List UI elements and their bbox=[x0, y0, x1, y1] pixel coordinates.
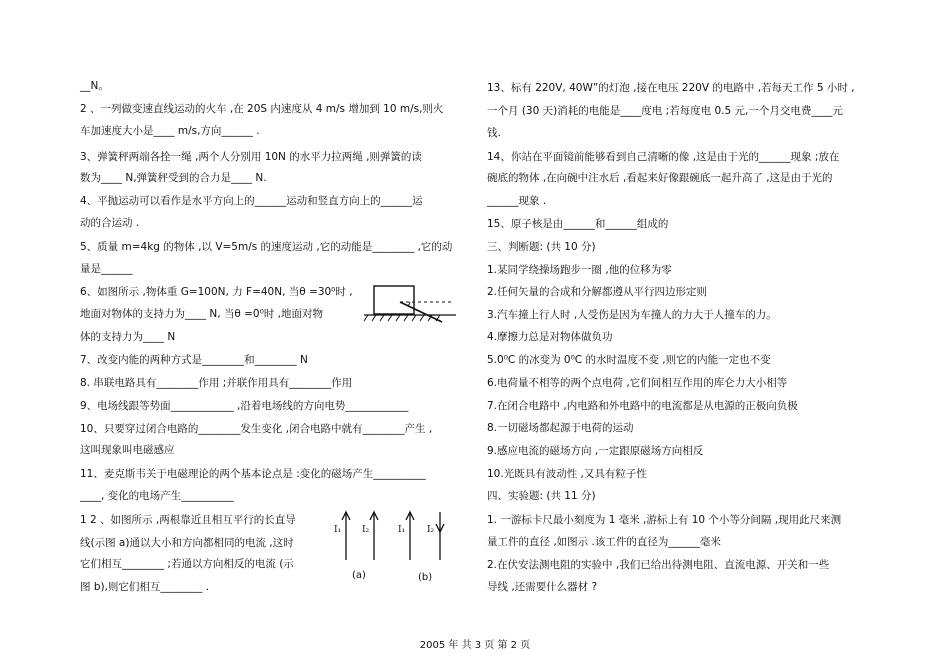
text-line: 2 、一列做变速直线运动的火车 ,在 20S 内速度从 4 m/s 增加到 10 m/s,则火 bbox=[80, 103, 444, 115]
text-line: 9.感应电流的磁场方向 ,一定跟原磁场方向相反 bbox=[487, 445, 704, 457]
wire-label: I₁ bbox=[334, 525, 342, 535]
text-line: 2.在伏安法测电阻的实验中 ,我们已给出待测电阻、直流电源、开关和一些 bbox=[487, 559, 830, 571]
text-line: 数为____ N,弹簧秤受到的合力是____ N. bbox=[80, 172, 267, 184]
text-line: 四、实验题: (共 11 分) bbox=[487, 490, 596, 502]
page-footer: 2005 年 共 3 页 第 2 页 bbox=[419, 640, 531, 651]
text-line: 体的支持力为____ N bbox=[80, 331, 176, 343]
text-line: 量是______ bbox=[80, 263, 133, 275]
text-line: 地面对物体的支持力为____ N, 当θ =0⁰时 ,地面对物 bbox=[80, 308, 323, 320]
text-line: 10、只要穿过闭合电路的________发生变化 ,闭合电路中就有________产生 , bbox=[80, 423, 433, 435]
text-line: 4、平抛运动可以看作是水平方向上的______运动和竖直方向上的______运 bbox=[80, 195, 423, 207]
text-line: ____, 变化的电场产生__________ bbox=[80, 490, 234, 502]
wire-label: I₂ bbox=[427, 525, 435, 535]
text-line: 碗底的物体 ,在向碗中注水后 ,看起来好像跟碗底一起升高了 ,这是由于光的 bbox=[487, 172, 833, 184]
figure-caption-b: (b) bbox=[418, 572, 433, 583]
text-line: 1.某同学绕操场跑步一圈 ,他的位移为零 bbox=[487, 264, 672, 276]
text-line: 4.摩擦力总是对物体做负功 bbox=[487, 331, 613, 343]
text-line: 2.任何矢量的合成和分解都遵从平行四边形定则 bbox=[487, 286, 708, 298]
text-line: 导线 ,还需要什么器材 ? bbox=[487, 581, 598, 593]
text-line: 5、质量 m=4kg 的物体 ,以 V=5m/s 的速度运动 ,它的动能是________ ,它的动 bbox=[80, 241, 453, 253]
text-line: 7、改变内能的两种方式是________和________ N bbox=[80, 354, 308, 366]
text-line: 图 b),则它们相互________ . bbox=[80, 581, 210, 593]
text-line: 它们相互________ ;若通以方向相反的电流 (示 bbox=[80, 558, 294, 570]
text-line: 8. 串联电路具有________作用 ;并联作用具有________作用 bbox=[80, 377, 353, 389]
text-line: 3、弹簧秤两端各拴一绳 ,两个人分别用 10N 的水平力拉两绳 ,则弹簧的读 bbox=[80, 151, 422, 163]
text-line: 7.在闭合电路中 ,内电路和外电路中的电流都是从电源的正极向负极 bbox=[487, 400, 798, 412]
text-line: 9、电场线跟等势面____________ ,沿着电场线的方向电势____________ bbox=[80, 400, 409, 412]
text-line: 1 2 、如图所示 ,两根靠近且相互平行的长直导 bbox=[80, 514, 296, 526]
text-line: 3.汽车撞上行人时 ,人受伤是因为车撞人的力大于人撞车的力。 bbox=[487, 309, 777, 321]
text-line: 这叫现象叫电磁感应 bbox=[80, 444, 175, 456]
text-line: 动的合运动 . bbox=[80, 217, 140, 229]
figure-caption-a: (a) bbox=[352, 570, 366, 581]
text-line: 6.电荷量不相等的两个点电荷 ,它们间相互作用的库仑力大小相等 bbox=[487, 377, 788, 389]
text-line: 15、原子核是由______和______组成的 bbox=[487, 218, 669, 230]
text-line: 一个月 (30 天)消耗的电能是____度电 ;若每度电 0.5 元,一个月交电费____元 bbox=[487, 105, 843, 117]
text-line: 量工件的直径 ,如图示 .该工件的直径为______毫米 bbox=[487, 536, 721, 548]
text-line: 11、麦克斯韦关于电磁理论的两个基本论点是 :变化的磁场产生__________ bbox=[80, 468, 426, 480]
force-diagram-figure bbox=[360, 284, 460, 326]
text-line: 三、判断题: (共 10 分) bbox=[487, 241, 596, 253]
text-line: 5.0⁰C 的冰变为 0⁰C 的水时温度不变 ,则它的内能一定也不变 bbox=[487, 354, 771, 366]
text-line: 车加速度大小是____ m/s,方向______ . bbox=[80, 125, 260, 137]
text-line: 10.光既具有波动性 ,又具有粒子性 bbox=[487, 468, 647, 480]
text-line: 1. 一游标卡尺最小刻度为 1 毫米 ,游标上有 10 个小等分间隔 ,现用此尺来测 bbox=[487, 514, 842, 526]
text-line: 线(示图 a)通以大小和方向都相同的电流 ,这时 bbox=[80, 537, 294, 549]
wire-label: I₁ bbox=[398, 525, 406, 535]
text-line: 13、标有 220V, 40W”的灯泡 ,接在电压 220V 的电路中 ,若每天工作 5 小时 , bbox=[487, 82, 855, 94]
text-line: 钱. bbox=[487, 127, 501, 139]
wire-label: I₂ bbox=[362, 525, 370, 535]
parallel-wires-figure bbox=[322, 500, 472, 592]
text-line: 6、如图所示 ,物体重 G=100N, 力 F=40N, 当θ =30⁰时 , bbox=[80, 286, 353, 298]
text-line: 8.一切磁场都起源于电荷的运动 bbox=[487, 422, 634, 434]
text-line: __N。 bbox=[80, 80, 109, 92]
text-line: ______现象 . bbox=[487, 195, 547, 207]
text-line: 14、你站在平面镜前能够看到自己清晰的像 ,这是由于光的______现象 ;放在 bbox=[487, 151, 840, 163]
